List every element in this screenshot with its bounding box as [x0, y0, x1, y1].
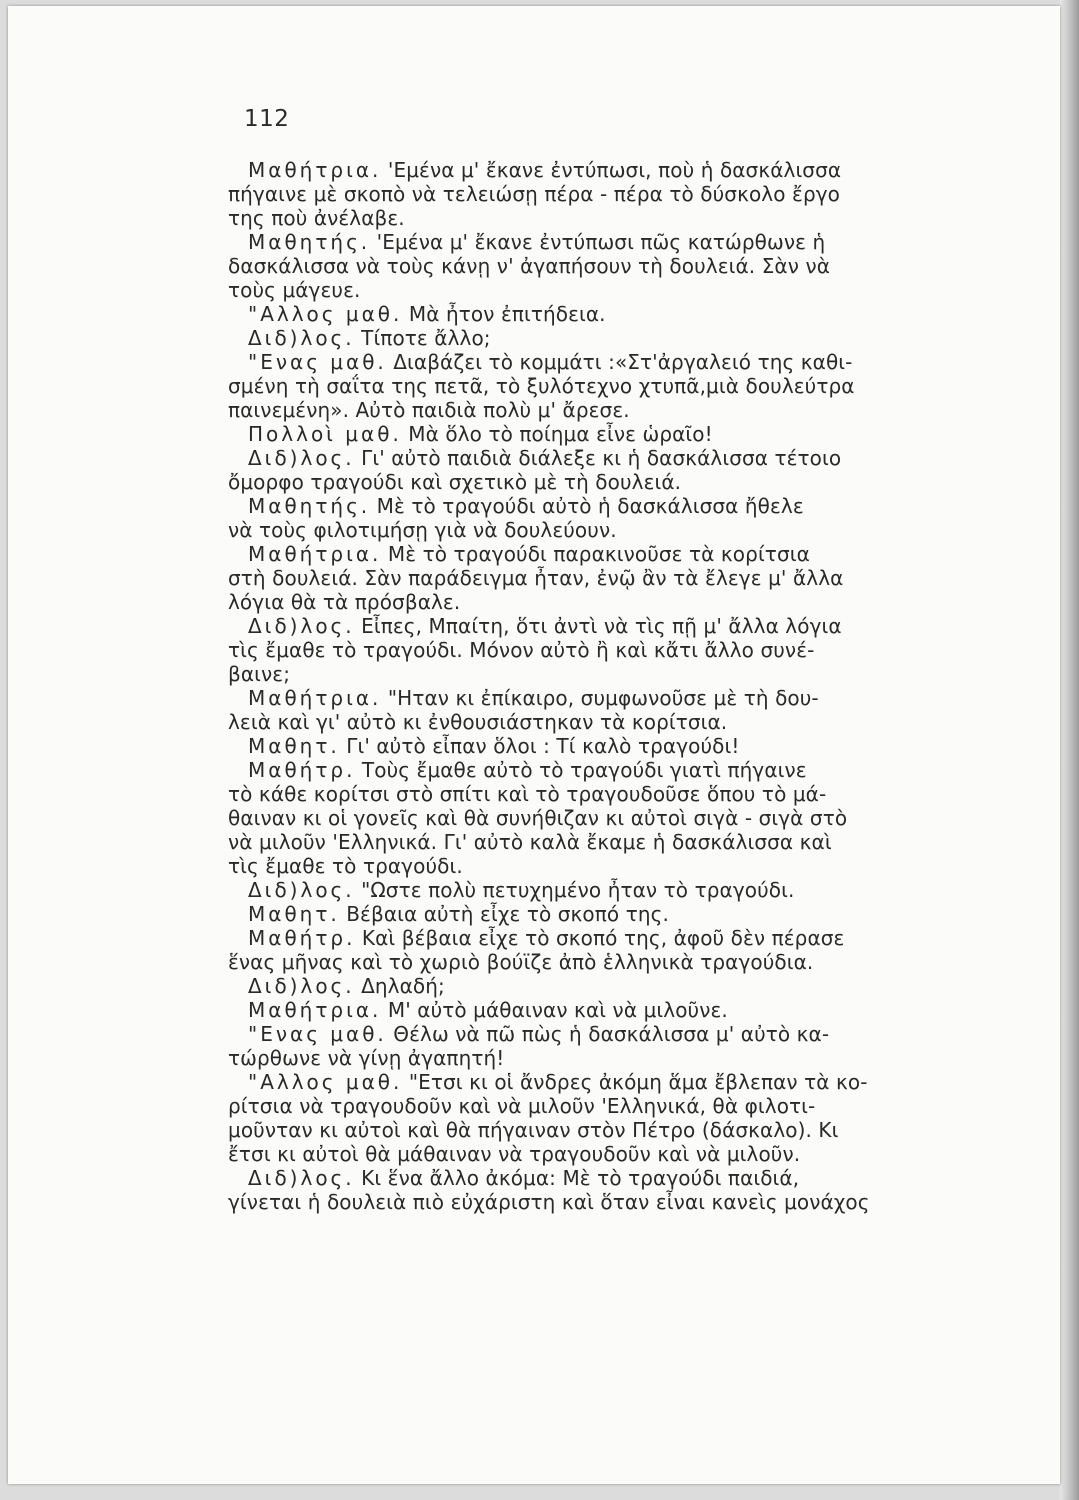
text-line — [228, 1046, 958, 1070]
speaker-label: Μαθήτρ. — [248, 926, 356, 950]
text-line — [228, 878, 958, 902]
line-text: "Ωστε πολὺ πετυχημένο ἦταν τὸ τραγούδι. — [361, 878, 795, 902]
line-text: Βέβαια αὐτὴ εἶχε τὸ σκοπό της. — [346, 902, 669, 926]
text-line — [228, 494, 958, 518]
line-text: Καὶ βέβαια εἶχε τὸ σκοπό της, ἀφοῦ δὲν πέρασε — [361, 926, 845, 950]
line-text: Μὰ ἦτον ἐπιτήδεια. — [408, 302, 606, 326]
line-text: σμένη τὴ σαΐτα της πετᾶ, τὸ ξυλότεχνο χτυπᾶ,μιὰ δουλεύτρα — [228, 374, 855, 398]
line-text: Γι' αὐτὸ παιδιὰ διάλεξε κι ἡ δασκάλισσα τέτοιο — [361, 446, 842, 470]
line-text: Τοὺς ἔμαθε αὐτὸ τὸ τραγούδι γιατὶ πήγαινε — [361, 758, 807, 782]
speaker-label: Μαθητής. — [248, 230, 371, 254]
line-text: Τίποτε ἄλλο; — [361, 326, 491, 350]
text-line — [228, 1142, 958, 1166]
speaker-label: Διδ)λος. — [248, 614, 355, 638]
text-line — [228, 614, 958, 638]
text-line — [228, 542, 958, 566]
text-line — [228, 470, 958, 494]
line-text: παινεμένη». Αὐτὸ παιδιὰ πολὺ μ' ἄρεσε. — [228, 398, 630, 422]
line-text: Εἶπες, Μπαίτη, ὅτι ἀντὶ νὰ τὶς πῇ μ' ἄλλα λόγια — [361, 614, 842, 638]
line-text: λόγια θὰ τὰ πρόσβαλε. — [228, 590, 461, 614]
line-text: Μὰ ὅλο τὸ ποίημα εἶνε ὡραῖο! — [408, 422, 713, 446]
line-text: της ποὺ ἀνέλαβε. — [228, 206, 405, 230]
text-line — [228, 278, 958, 302]
text-line — [228, 230, 958, 254]
line-text: βαινε; — [228, 662, 291, 686]
text-line — [228, 446, 958, 470]
text-line — [228, 302, 958, 326]
text-line — [228, 326, 958, 350]
text-line — [228, 158, 958, 182]
line-text: τώρθωνε νὰ γίνῃ ἀγαπητή! — [228, 1046, 505, 1070]
line-text: τοὺς μάγευε. — [228, 278, 361, 302]
speaker-label: Μαθήτρια. — [248, 686, 382, 710]
text-line — [228, 1190, 958, 1214]
speaker-label: Μαθήτρια. — [248, 998, 382, 1022]
line-text: τὶς ἔμαθε τὸ τραγούδι. — [228, 854, 463, 878]
line-text: γίνεται ἡ δουλειὰ πιὸ εὐχάριστη καὶ ὅταν εἶναι κανεὶς μονάχος — [228, 1190, 870, 1214]
speaker-label: Μαθητής. — [248, 494, 371, 518]
speaker-label: Διδ)λος. — [248, 1166, 355, 1190]
speaker-label: Μαθητ. — [248, 734, 340, 758]
line-text: ἕνας μῆνας καὶ τὸ χωριὸ βούϊζε ἀπὸ ἑλληνικὰ τραγούδια. — [228, 950, 814, 974]
text-line — [228, 1022, 958, 1046]
line-text: "Ηταν κι ἐπίκαιρο, συμφωνοῦσε μὲ τὴ δου- — [387, 686, 819, 710]
speaker-label: "Ενας μαθ. — [248, 350, 387, 374]
text-line — [228, 998, 958, 1022]
line-text: ὄμορφο τραγούδι καὶ σχετικὸ μὲ τὴ δουλειά. — [228, 470, 682, 494]
text-line — [228, 758, 958, 782]
text-line — [228, 566, 958, 590]
page-number: 112 — [244, 106, 290, 132]
text-line — [228, 1166, 958, 1190]
speaker-label: "Ενας μαθ. — [248, 1022, 387, 1046]
speaker-label: Πολλοὶ μαθ. — [248, 422, 402, 446]
dialogue-text — [228, 158, 958, 1214]
speaker-label: Μαθητ. — [248, 902, 340, 926]
text-line — [228, 854, 958, 878]
text-line — [228, 926, 958, 950]
line-text: νὰ τοὺς φιλοτιμήσῃ γιὰ νὰ δουλεύουν. — [228, 518, 617, 542]
text-line — [228, 950, 958, 974]
line-text: λειὰ καὶ γι' αὐτὸ κι ἐνθουσιάστηκαν τὰ κορίτσια. — [228, 710, 728, 734]
speaker-label: Διδ)λος. — [248, 446, 355, 470]
text-line — [228, 902, 958, 926]
text-line — [228, 518, 958, 542]
text-line — [228, 206, 958, 230]
speaker-label: Μαθήτρ. — [248, 758, 356, 782]
line-text: ρίτσια νὰ τραγουδοῦν καὶ νὰ μιλοῦν 'Ελληνικά, θὰ φιλοτι- — [228, 1094, 816, 1118]
speaker-label: "Αλλος μαθ. — [248, 1070, 403, 1094]
speaker-label: Διδ)λος. — [248, 974, 355, 998]
book-page — [8, 6, 1060, 1484]
text-line — [228, 1070, 958, 1094]
line-text: "Ετσι κι οἱ ἄνδρες ἀκόμη ἅμα ἔβλεπαν τὰ κο- — [408, 1070, 868, 1094]
text-line — [228, 830, 958, 854]
line-text: μοῦνταν κι αὐτοὶ καὶ θὰ πήγαιναν στὸν Πέτρο (δάσκαλο). Κι — [228, 1118, 839, 1142]
text-line — [228, 638, 958, 662]
text-line — [228, 1118, 958, 1142]
text-line — [228, 734, 958, 758]
text-line — [228, 398, 958, 422]
line-text: Μὲ τὸ τραγούδι παρακινοῦσε τὰ κορίτσια — [387, 542, 810, 566]
line-text: 'Εμένα μ' ἔκανε ἐντύπωσι, ποὺ ἡ δασκάλισσα — [387, 158, 842, 182]
text-line — [228, 1094, 958, 1118]
speaker-label: Διδ)λος. — [248, 326, 355, 350]
text-line — [228, 422, 958, 446]
text-line — [228, 686, 958, 710]
text-line — [228, 782, 958, 806]
line-text: Γι' αὐτὸ εἶπαν ὅλοι : Τί καλὸ τραγούδι! — [346, 734, 740, 758]
text-line — [228, 350, 958, 374]
line-text: στὴ δουλειά. Σὰν παράδειγμα ἦταν, ἐνῷ ἂν τὰ ἔλεγε μ' ἄλλα — [228, 566, 844, 590]
text-line — [228, 374, 958, 398]
line-text: ἔτσι κι αὐτοὶ θὰ μάθαιναν νὰ τραγουδοῦν καὶ νὰ μιλοῦν. — [228, 1142, 801, 1166]
line-text: δασκάλισσα νὰ τοὺς κάνῃ ν' ἀγαπήσουν τὴ δουλειά. Σὰν νὰ — [228, 254, 830, 278]
text-line — [228, 806, 958, 830]
line-text: 'Εμένα μ' ἔκανε ἐντύπωσι πῶς κατώρθωνε ἡ — [376, 230, 826, 254]
line-text: τὶς ἔμαθε τὸ τραγούδι. Μόνον αὐτὸ ἢ καὶ κἄτι ἄλλο συνέ- — [228, 638, 815, 662]
text-line — [228, 590, 958, 614]
text-line — [228, 710, 958, 734]
line-text: νὰ μιλοῦν 'Ελληνικά. Γι' αὐτὸ καλὰ ἔκαμε ἡ δασκάλισσα καὶ — [228, 830, 832, 854]
line-text: Θέλω νὰ πῶ πὼς ἡ δασκάλισσα μ' αὐτὸ κα- — [393, 1022, 830, 1046]
speaker-label: "Αλλος μαθ. — [248, 302, 403, 326]
line-text: Κι ἕνα ἄλλο ἀκόμα: Μὲ τὸ τραγούδι παιδιά, — [361, 1166, 800, 1190]
scan-edge — [1060, 0, 1079, 1500]
text-line — [228, 974, 958, 998]
line-text: θαιναν κι οἱ γονεῖς καὶ θὰ συνήθιζαν κι αὐτοὶ σιγὰ - σιγὰ στὸ — [228, 806, 848, 830]
speaker-label: Μαθήτρια. — [248, 542, 382, 566]
line-text: Διαβάζει τὸ κομμάτι :«Στ'ἀργαλειό της καθι- — [393, 350, 853, 374]
text-line — [228, 254, 958, 278]
speaker-label: Διδ)λος. — [248, 878, 355, 902]
line-text: τὸ κάθε κορίτσι στὸ σπίτι καὶ τὸ τραγουδοῦσε ὅπου τὸ μά- — [228, 782, 827, 806]
text-line — [228, 662, 958, 686]
line-text: Μ' αὐτὸ μάθαιναν καὶ νὰ μιλοῦνε. — [387, 998, 728, 1022]
line-text: Μὲ τὸ τραγούδι αὐτὸ ἡ δασκάλισσα ἤθελε — [376, 494, 804, 518]
text-line — [228, 182, 958, 206]
line-text: Δηλαδή; — [361, 974, 445, 998]
line-text: πήγαινε μὲ σκοπὸ νὰ τελειώσῃ πέρα - πέρα τὸ δύσκολο ἔργο — [228, 182, 841, 206]
speaker-label: Μαθήτρια. — [248, 158, 382, 182]
